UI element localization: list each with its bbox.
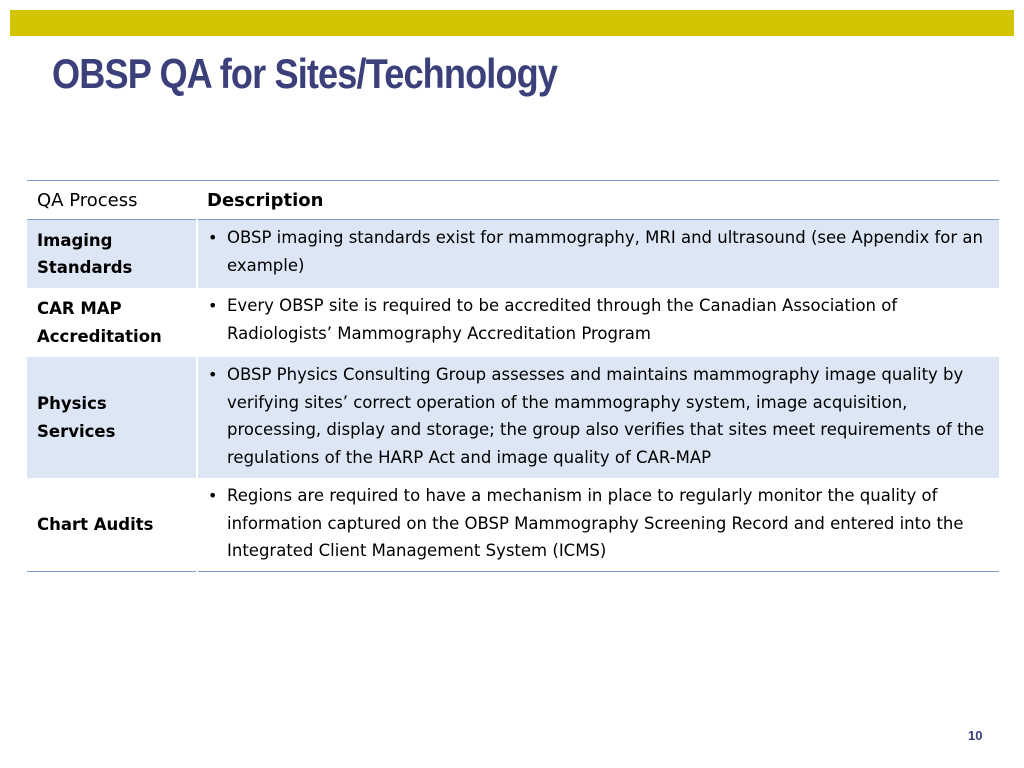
qa-process-cell: CAR MAP Accreditation <box>27 288 197 357</box>
header-description: Description <box>207 189 324 211</box>
description-cell <box>197 357 999 478</box>
bullet-icon: • <box>208 365 218 384</box>
table-row <box>27 288 999 357</box>
bullet-icon: • <box>208 296 218 315</box>
table-row <box>27 220 999 289</box>
qa-process-table <box>27 180 999 572</box>
description-cell <box>197 220 999 289</box>
slide-title: OBSP QA for Sites/Technology <box>52 50 558 97</box>
description-cell <box>197 288 999 357</box>
page-number: 10 <box>968 728 983 743</box>
qa-process-cell: Imaging Standards <box>27 220 197 289</box>
table-row <box>27 357 999 478</box>
description-text: OBSP imaging standards exist for mammography, MRI and ultrasound (see Appendix for an example) <box>227 228 983 275</box>
qa-process-cell: Physics Services <box>27 357 197 478</box>
bullet-icon: • <box>208 486 218 505</box>
header-qa-process: QA Process <box>37 189 138 211</box>
table-row <box>27 478 999 572</box>
description-cell <box>197 478 999 572</box>
description-text: Regions are required to have a mechanism in place to regularly monitor the quality of information captured on the OBSP Mammography Screening Record and entered into the Integrated Client Management System (ICMS) <box>227 486 964 560</box>
description-text: Every OBSP site is required to be accredited through the Canadian Association of Radiologists’ Mammography Accreditation Program <box>227 296 898 343</box>
qa-process-cell: Chart Audits <box>27 478 197 572</box>
header-accent-bar <box>10 10 1014 36</box>
description-text: OBSP Physics Consulting Group assesses and maintains mammography image quality by verifying sites’ correct operation of the mammography system, image acquisition, processing, display and storage; the group also verifies that sites meet requirements of the regulations of the HARP Act and image quality of CAR-MAP <box>227 365 985 467</box>
table-header-row <box>27 181 999 220</box>
bullet-icon: • <box>208 228 218 247</box>
